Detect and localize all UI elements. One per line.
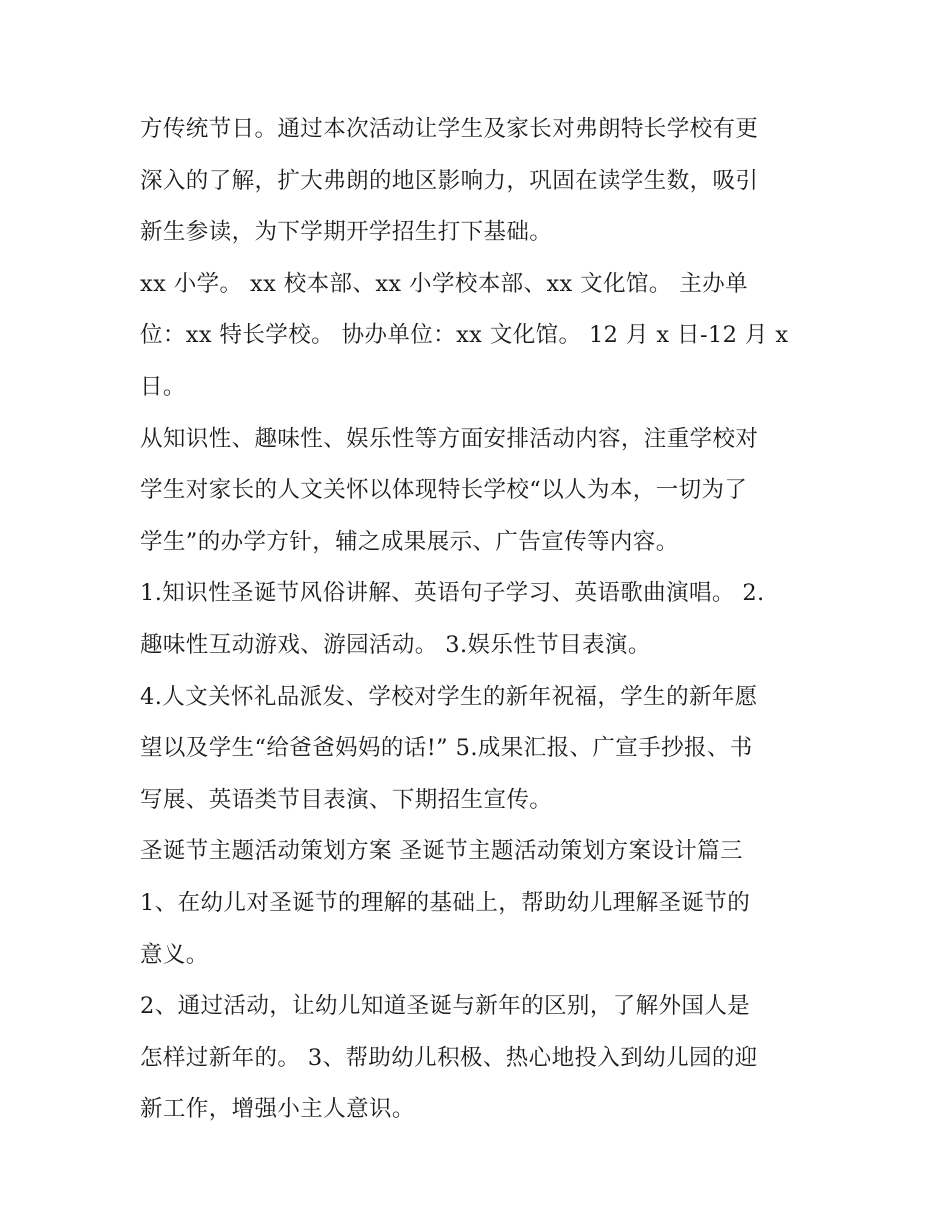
paragraph-content-principles [140,414,820,569]
text-line: 写展、英语类节目表演、下期招生宣传。 [140,786,553,813]
text-line: xx 小学。 xx 校本部、xx 小学校本部、xx 文化馆。 主办单 [140,270,749,297]
text-line: 圣诞节主题活动策划方案 圣诞节主题活动策划方案设计篇三 [140,838,743,865]
paragraph-goal-1 [140,878,820,981]
text-line: 学生”的办学方针，辅之成果展示、广告宣传等内容。 [140,528,679,555]
text-line: 意义。 [140,941,209,968]
paragraph-event-purpose [140,104,820,259]
text-line: 日。 [140,373,186,400]
text-line: 1、在幼儿对圣诞节的理解的基础上，帮助幼儿理解圣诞节的 [140,889,751,916]
text-line: 新生参读，为下学期开学招生打下基础。 [140,219,553,246]
paragraph-event-venue-organizers [140,259,820,414]
text-line: 学生对家长的人文关怀以体现特长学校“以人为本，一切为了 [140,477,748,504]
text-line: 方传统节日。通过本次活动让学生及家长对弗朗特长学校有更 [140,116,759,142]
paragraph-activity-list-2 [140,672,820,827]
paragraph-goal-2-3 [140,981,820,1136]
paragraph-activity-list-1 [140,568,820,671]
text-line: 怎样过新年的。 3、帮助幼儿积极、热心地投入到幼儿园的迎 [140,1044,758,1071]
text-line: 新工作，增强小主人意识。 [140,1096,415,1123]
text-line: 2、通过活动，让幼儿知道圣诞与新年的区别，了解外国人是 [140,993,751,1020]
text-line: 趣味性互动游戏、游园活动。 3.娱乐性节目表演。 [140,631,651,658]
text-line: 位：xx 特长学校。 协办单位：xx 文化馆。 12 月 x 日-12 月 x [140,322,789,349]
section-heading [140,826,820,878]
text-line: 深入的了解，扩大弗朗的地区影响力，巩固在读学生数，吸引 [140,167,759,194]
text-line: 4.人文关怀礼品派发、学校对学生的新年祝福，学生的新年愿 [140,683,758,710]
text-line: 从知识性、趣味性、娱乐性等方面安排活动内容，注重学校对 [140,425,759,452]
document-body [140,104,820,1136]
text-line: 1.知识性圣诞节风俗讲解、英语句子学习、英语歌曲演唱。 2. [140,580,765,607]
text-line: 望以及学生“给爸爸妈妈的话!” 5.成果汇报、广宣手抄报、书 [140,735,753,762]
